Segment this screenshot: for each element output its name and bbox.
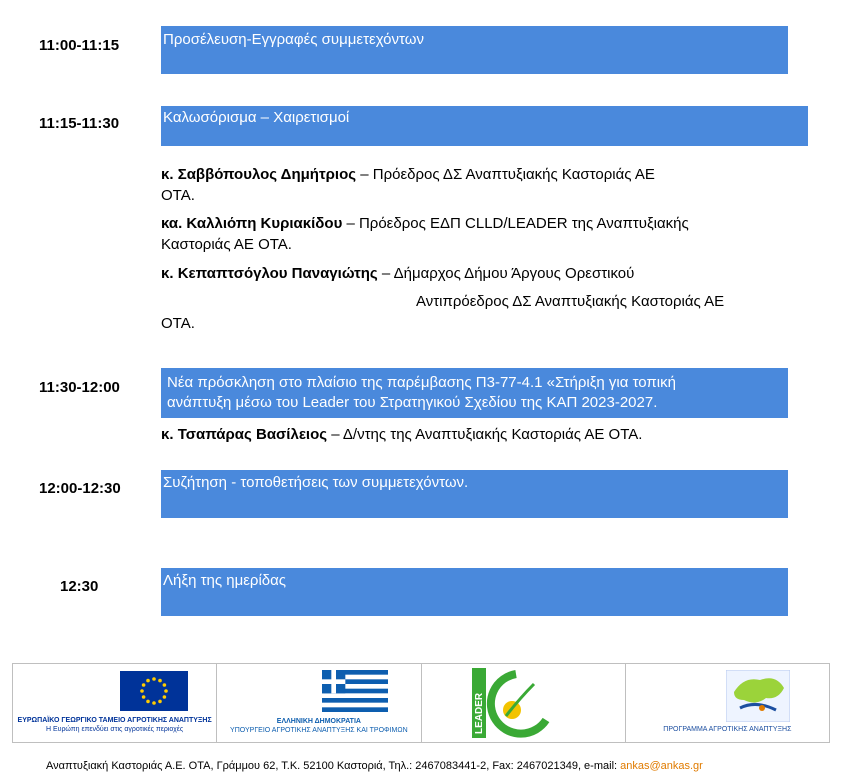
- agenda-item-3-line1: Νέα πρόσκληση στο πλαίσιο της παρέμβασης Π3-77-4.1 «Στήριξη για τοπική: [167, 374, 676, 391]
- agenda-item-2-title: Καλωσόρισμα – Χαιρετισμοί: [163, 109, 350, 126]
- program-logo-cell: [626, 664, 829, 742]
- rural-program-icon: [726, 670, 790, 722]
- speaker-3-name: κ. Κεπαπτσόγλου Παναγιώτης: [161, 265, 378, 282]
- speaker-4: [161, 424, 786, 445]
- eu-caption-2: Η Ευρώπη επενδύει στις αγροτικές περιοχές: [45, 726, 184, 733]
- agenda-item-5: [161, 568, 788, 616]
- time-slot-5: 12:30: [60, 578, 99, 595]
- program-caption: ΠΡΟΓΡΑΜΜΑ ΑΓΡΟΤΙΚΗΣ ΑΝΑΠΤΥΞΗΣ: [663, 726, 792, 733]
- contact-line: [46, 760, 703, 772]
- time-slot-4: 12:00-12:30: [39, 480, 121, 497]
- agenda-item-1: [161, 26, 788, 74]
- footer-logos: [12, 663, 830, 743]
- leader-logo-text: LEADER: [473, 692, 485, 734]
- speaker-3-role: – Δήμαρχος Δήμου Άργους Ορεστικού: [377, 265, 635, 282]
- greek-caption-1: ΕΛΛΗΝΙΚΗ ΔΗΜΟΚΡΑΤΙΑ: [276, 718, 361, 725]
- speaker-3: [161, 263, 786, 284]
- speaker-2: [161, 213, 786, 255]
- contact-text: Αναπτυξιακή Καστοριάς Α.Ε. ΟΤΑ, Γράμμου 62, Τ.Κ. 52100 Καστοριά, Τηλ.: 2467083441-2, Fax: 2467021349, e-mail:: [46, 760, 621, 772]
- agenda-item-3-line2: ανάπτυξη μέσω του Leader του Στρατηγικού Σχεδίου της ΚΑΠ 2023-2027.: [167, 394, 658, 411]
- leader-logo-icon: [472, 668, 556, 738]
- eu-caption-1: ΕΥΡΩΠΑΪΚΟ ΓΕΩΡΓΙΚΟ ΤΑΜΕΙΟ ΑΓΡΟΤΙΚΗΣ ΑΝΑΠΤΥΞΗΣ: [17, 717, 212, 724]
- speaker-1: [161, 164, 786, 206]
- speaker-2-name: κα. Καλλιόπη Κυριακίδου: [161, 215, 343, 232]
- greek-caption-2: ΥΠΟΥΡΓΕΙΟ ΑΓΡΟΤΙΚΗΣ ΑΝΑΠΤΥΞΗΣ ΚΑΙ ΤΡΟΦΙΜΩΝ: [230, 727, 408, 734]
- agenda-item-1-title: Προσέλευση-Εγγραφές συμμετεχόντων: [163, 31, 424, 48]
- agenda-item-4: [161, 470, 788, 518]
- speaker-3-role2: Αντιπρόεδρος ΔΣ Αναπτυξιακής Καστοριάς ΑΕ: [416, 293, 725, 310]
- speaker-2-cont: Καστοριάς ΑΕ ΟΤΑ.: [161, 236, 292, 253]
- eu-logo-cell: [13, 664, 217, 742]
- speaker-1-name: κ. Σαββόπουλος Δημήτριος: [161, 166, 357, 183]
- leader-logo-cell: [422, 664, 626, 742]
- time-slot-3: 11:30-12:00: [39, 379, 120, 396]
- speaker-1-cont: ΟΤΑ.: [161, 187, 195, 204]
- eu-flag-icon: [120, 671, 188, 711]
- agenda-item-2: [161, 106, 808, 146]
- greek-flag-icon: [322, 670, 388, 712]
- time-slot-1: 11:00-11:15: [39, 37, 120, 54]
- speaker-1-role: – Πρόεδρος ΔΣ Αναπτυξιακής Καστοριάς ΑΕ: [356, 166, 655, 183]
- speaker-2-role: – Πρόεδρος ΕΔΠ CLLD/LEADER της Αναπτυξιακής: [342, 215, 689, 232]
- time-slot-2: 11:15-11:30: [39, 115, 120, 132]
- greek-ministry-cell: [217, 664, 421, 742]
- contact-email[interactable]: ankas@ankas.gr: [620, 760, 703, 772]
- agenda-item-4-title: Συζήτηση - τοποθετήσεις των συμμετεχόντων.: [163, 474, 469, 491]
- speaker-4-name: κ. Τσαπάρας Βασίλειος: [161, 426, 328, 443]
- agenda-item-3: [161, 368, 788, 418]
- speaker-4-role: – Δ/ντης της Αναπτυξιακής Καστοριάς ΑΕ ΟΤΑ.: [327, 426, 643, 443]
- speaker-3-cont: ΟΤΑ.: [161, 315, 195, 332]
- agenda-item-5-title: Λήξη της ημερίδας: [163, 572, 287, 589]
